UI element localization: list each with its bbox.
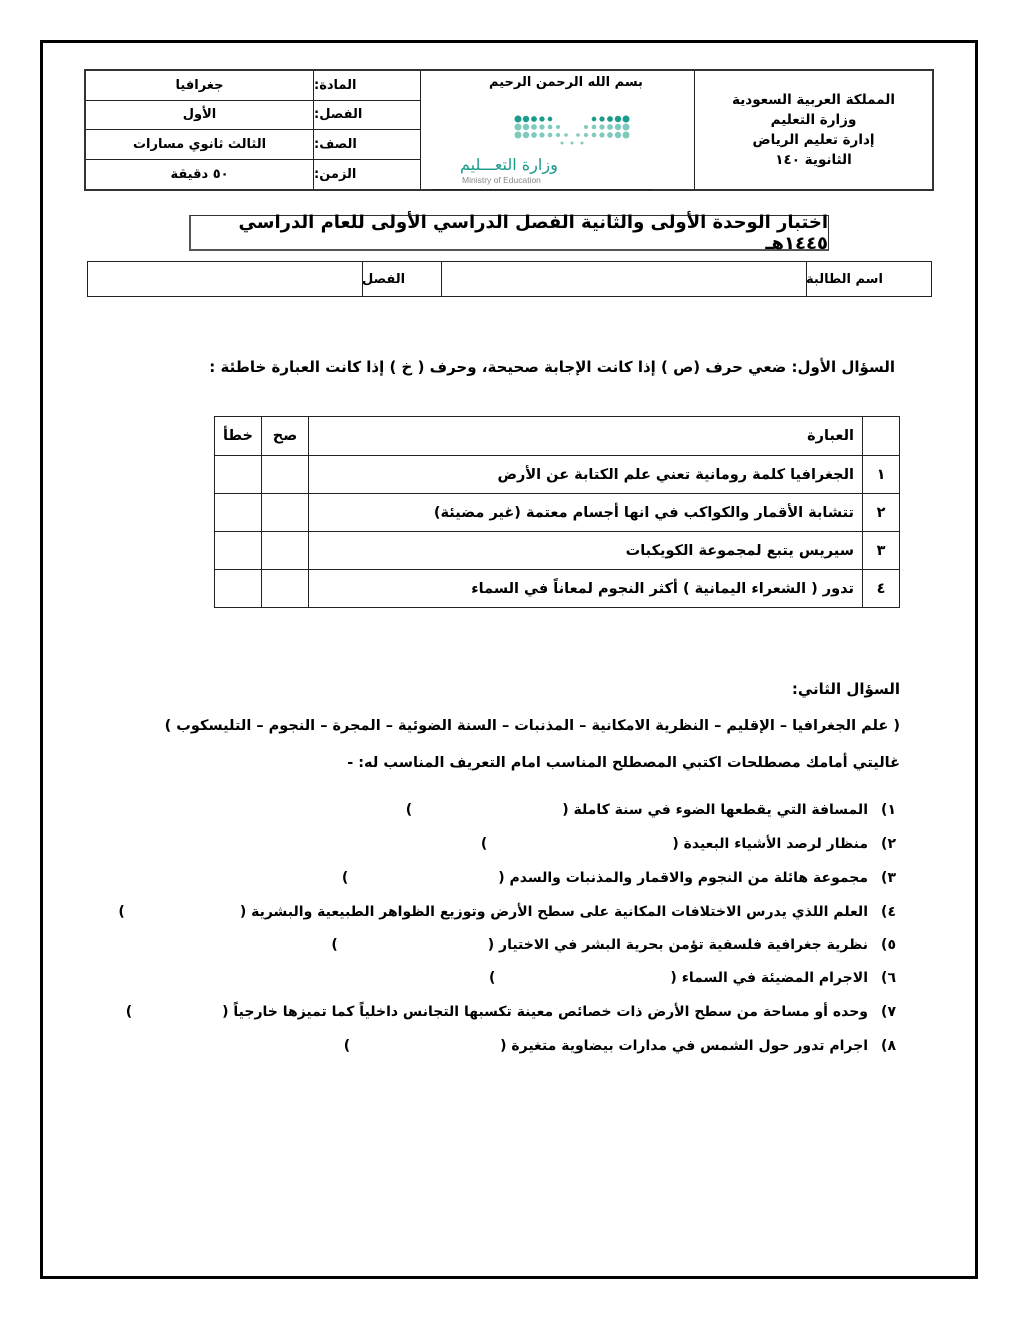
definition-item bbox=[118, 904, 896, 920]
answer-blank[interactable] bbox=[412, 802, 562, 818]
item-number: ٤) bbox=[881, 904, 896, 920]
logo-dot bbox=[592, 133, 597, 138]
grade-value: الثالث ثانوي مسارات bbox=[86, 130, 314, 159]
item-number: ٥) bbox=[881, 937, 896, 953]
logo-dot bbox=[539, 132, 544, 137]
basmala: بسم الله الرحمن الرحيم bbox=[489, 75, 643, 90]
logo-dot bbox=[584, 133, 588, 137]
time-label: الزمن: bbox=[314, 166, 357, 182]
definition-item bbox=[344, 1038, 896, 1054]
item-text: اجرام تدور حول الشمس في مدارات بيضاوية متغيرة ( bbox=[500, 1038, 868, 1054]
info-row-subject bbox=[86, 71, 420, 101]
authority-directorate: إدارة تعليم الرياض bbox=[752, 132, 875, 148]
student-row-divider bbox=[806, 262, 807, 296]
definition-item bbox=[126, 1004, 896, 1020]
col-number-header bbox=[863, 417, 900, 456]
logo-dot bbox=[623, 124, 630, 131]
ministry-logo bbox=[456, 111, 636, 189]
false-answer-cell[interactable] bbox=[215, 570, 262, 608]
definition-item bbox=[406, 802, 896, 818]
row-statement: تتشابة الأقمار والكواكب في انها أجسام معتمة (غير مضيئة) bbox=[309, 494, 863, 532]
item-close-paren: ) bbox=[341, 870, 349, 886]
true-false-table bbox=[214, 416, 900, 608]
semester-value: الأول bbox=[86, 101, 314, 130]
ministry-logo-dots-icon bbox=[514, 115, 634, 151]
item-text: نظرية جغرافية فلسفية تؤمن بحرية البشر في الاختيار ( bbox=[487, 937, 868, 953]
logo-dot bbox=[523, 116, 529, 122]
item-number: ١) bbox=[881, 802, 896, 818]
row-number: ٢ bbox=[863, 494, 900, 532]
logo-dot bbox=[615, 116, 621, 122]
logo-dot bbox=[599, 132, 604, 137]
item-text: المسافة التي يقطعها الضوء في سنة كاملة ( bbox=[562, 802, 868, 818]
answer-blank[interactable] bbox=[487, 836, 672, 852]
row-number: ٣ bbox=[863, 532, 900, 570]
false-answer-cell[interactable] bbox=[215, 532, 262, 570]
class-label: الفصل bbox=[362, 271, 406, 287]
logo-dot bbox=[531, 116, 537, 122]
item-number: ٧) bbox=[881, 1004, 896, 1020]
false-answer-cell[interactable] bbox=[215, 456, 262, 494]
logo-dot bbox=[561, 142, 564, 145]
item-close-paren: ) bbox=[118, 904, 125, 920]
info-row-grade bbox=[86, 130, 420, 160]
answer-blank[interactable] bbox=[338, 937, 488, 953]
row-number: ١ bbox=[863, 456, 900, 494]
logo-dot bbox=[523, 132, 529, 138]
exam-title: اختبار الوحدة الأولى والثانية الفصل الدراسي الأولى للعام الدراسي ١٤٤٥هـ bbox=[189, 215, 829, 251]
true-answer-cell[interactable] bbox=[262, 456, 309, 494]
logo-dot bbox=[556, 125, 560, 129]
info-row-time bbox=[86, 160, 420, 190]
definition-item bbox=[481, 836, 896, 852]
answer-blank[interactable] bbox=[125, 904, 240, 920]
student-name-label: اسم الطالبة bbox=[806, 271, 883, 287]
question1-heading: السؤال الأول: ضعي حرف (ص ) إذا كانت الإجابة صحيحة، وحرف ( خ ) إذا كانت العبارة خاطئة : bbox=[209, 358, 895, 376]
logo-dot bbox=[592, 125, 597, 130]
question2-instruction: غاليتي أمامك مصطلحات اكتبي المصطلح المناسب امام التعريف المناسب له: - bbox=[347, 755, 900, 771]
question2-term-bank: ( علم الجغرافيا – الإقليم – النظرية الامكانية – المذنبات – السنة الضوئية – المجرة – النجوم – التليسكوب ) bbox=[164, 718, 900, 734]
item-text: وحده أو مساحة من سطح الأرض ذات خصائص معينة تكسبها التجانس داخلياً كما تميزها خارجياً ( bbox=[222, 1004, 868, 1020]
student-row-divider bbox=[441, 262, 442, 296]
logo-dot bbox=[515, 132, 522, 139]
logo-dot bbox=[539, 116, 544, 121]
definition-item bbox=[342, 870, 896, 886]
table-row bbox=[215, 532, 900, 570]
logo-dot bbox=[556, 133, 560, 137]
logo-dot bbox=[576, 133, 579, 136]
logo-dot bbox=[515, 116, 522, 123]
answer-blank[interactable] bbox=[350, 1038, 500, 1054]
item-close-paren: ) bbox=[480, 836, 488, 852]
table-row bbox=[215, 494, 900, 532]
answer-blank[interactable] bbox=[132, 1004, 222, 1020]
authority-block bbox=[695, 71, 932, 189]
logo-dot bbox=[531, 124, 537, 130]
true-answer-cell[interactable] bbox=[262, 570, 309, 608]
false-answer-cell[interactable] bbox=[215, 494, 262, 532]
table-row bbox=[215, 570, 900, 608]
row-number: ٤ bbox=[863, 570, 900, 608]
header-table bbox=[84, 69, 934, 191]
time-value: ٥٠ دقيقة bbox=[86, 160, 314, 190]
answer-blank[interactable] bbox=[348, 870, 498, 886]
answer-blank[interactable] bbox=[495, 970, 670, 986]
item-text: العلم اللذي يدرس الاختلافات المكانية على سطح الأرض وتوزيع الظواهر الطبيعية والبشرية ( bbox=[239, 904, 868, 920]
item-close-paren: ) bbox=[125, 1004, 133, 1020]
logo-dot bbox=[623, 116, 630, 123]
authority-ministry: وزارة التعليم bbox=[770, 112, 857, 128]
logo-dot bbox=[615, 124, 621, 130]
item-number: ٢) bbox=[881, 836, 896, 852]
row-statement: الجغرافيا كلمة رومانية تعني علم الكتابة عن الأرض bbox=[309, 456, 863, 494]
logo-dot bbox=[607, 116, 613, 122]
row-statement: سيريس يتبع لمجموعة الكويكبات bbox=[309, 532, 863, 570]
logo-dot bbox=[599, 116, 604, 121]
row-statement: تدور ( الشعراء اليمانية ) أكثر النجوم لمعاناً في السماء bbox=[309, 570, 863, 608]
logo-dot bbox=[581, 142, 584, 145]
logo-dot bbox=[548, 125, 553, 130]
item-close-paren: ) bbox=[343, 1038, 351, 1054]
class-field[interactable] bbox=[88, 262, 362, 296]
subject-label: المادة: bbox=[314, 77, 357, 93]
item-close-paren: ) bbox=[405, 802, 413, 818]
item-close-paren: ) bbox=[331, 937, 338, 953]
authority-school: الثانوية ١٤٠ bbox=[775, 152, 852, 168]
logo-dot bbox=[584, 125, 588, 129]
logo-dot bbox=[607, 124, 613, 130]
logo-underline bbox=[432, 189, 652, 190]
col-false-header: خطأ bbox=[215, 417, 262, 456]
grade-label: الصف: bbox=[314, 136, 357, 152]
header-divider bbox=[420, 71, 421, 189]
logo-dot bbox=[523, 124, 529, 130]
student-row-divider bbox=[362, 262, 363, 296]
item-text: مجموعة هائلة من النجوم والاقمار والمذنبات والسدم ( bbox=[498, 870, 868, 886]
exam-info-block bbox=[86, 71, 420, 189]
logo-dot bbox=[531, 132, 537, 138]
student-info-row bbox=[87, 261, 932, 297]
subject-value: جغرافيا bbox=[86, 71, 314, 100]
item-number: ٣) bbox=[881, 870, 896, 886]
true-answer-cell[interactable] bbox=[262, 532, 309, 570]
authority-country: المملكة العربية السعودية bbox=[732, 92, 895, 108]
logo-arabic-text: وزارة التعـــليم bbox=[460, 155, 558, 174]
info-row-semester bbox=[86, 101, 420, 131]
item-number: ٨) bbox=[881, 1038, 896, 1054]
question2-heading: السؤال الثاني: bbox=[791, 680, 900, 698]
student-name-field[interactable] bbox=[441, 262, 806, 296]
definition-item bbox=[489, 970, 896, 986]
col-statement-header: العبارة bbox=[309, 417, 863, 456]
logo-dot bbox=[515, 124, 522, 131]
logo-dot bbox=[592, 117, 597, 122]
logo-dot bbox=[599, 124, 604, 129]
logo-dot bbox=[539, 124, 544, 129]
item-text: الاجرام المضيئة في السماء ( bbox=[670, 970, 868, 986]
logo-english-text: Ministry of Education bbox=[462, 175, 541, 185]
logo-dot bbox=[607, 132, 613, 138]
semester-label: الفصل: bbox=[314, 107, 363, 123]
table-header-row bbox=[215, 417, 900, 456]
item-text: منظار لرصد الأشياء البعيدة ( bbox=[672, 836, 868, 852]
definition-item bbox=[331, 937, 896, 953]
logo-dot bbox=[615, 132, 621, 138]
true-answer-cell[interactable] bbox=[262, 494, 309, 532]
table-row bbox=[215, 456, 900, 494]
item-close-paren: ) bbox=[489, 970, 496, 986]
logo-dot bbox=[571, 142, 574, 145]
logo-dot bbox=[548, 117, 553, 122]
logo-dot bbox=[564, 133, 567, 136]
logo-dot bbox=[623, 132, 630, 139]
item-number: ٦) bbox=[881, 970, 896, 986]
logo-dot bbox=[548, 133, 553, 138]
col-true-header: صح bbox=[262, 417, 309, 456]
